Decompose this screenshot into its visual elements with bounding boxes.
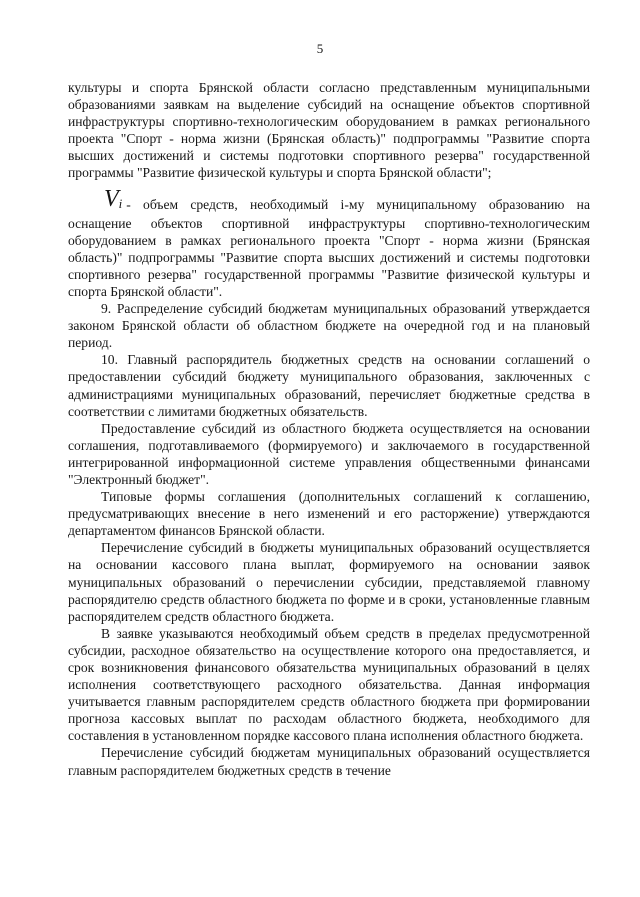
paragraph-agreement-forms: Типовые формы соглашения (дополнительных соглашений к соглашению, предусматривающих внесение в него изменений и его расторжение) утверждаются департаментом финансов Брянской области. (68, 489, 590, 539)
paragraph-item-9: 9. Распределение субсидий бюджетам муниципальных образований утверждается законом Брянской области об областном бюджете на очередной год и на плановый период. (68, 301, 590, 351)
paragraph-item-10: 10. Главный распорядитель бюджетных средств на основании соглашений о предоставлении субсидий бюджету муниципального образования, заключенных с администрациями муниципальных образований, перечисляет бюджетные средства в соответствии с лимитами бюджетных обязательств. (68, 352, 590, 419)
paragraph-application: В заявке указываются необходимый объем средств в пределах предусмотренной субсидии, расходное обязательство на осуществление которого она предоставляется, и срок возникновения финансового обязательства муниципальных образований в целях исполнения соответствующего расходного обязательства. Данная информация учитывается главным распорядителем средств областного бюджета при формировании прогноза кассовых выплат по расходам областного бюджета, необходимого для составления в установленном порядке кассового плана исполнения областного бюджета. (68, 625, 590, 744)
paragraph-transfer-term: Перечисление субсидий бюджетам муниципальных образований осуществляется главным распорядителем бюджетных средств в течение (68, 745, 590, 778)
formula-definition-text: оснащение объектов спортивной инфраструктуры спортивно-технологическим оборудованием в рамках регионального проекта "Спорт - норма жизни (Брянская область)" подпрограммы "Развитие спорта высших достижений и системы подготовки спортивного резерва" государственной программы "Развитие физической культуры и спорта Брянской области". (68, 215, 590, 299)
formula-definition-first-line: - объем средств, необходимый i-му муниципальному образованию на (126, 197, 590, 213)
formula-variable-letter: V (104, 185, 119, 212)
paragraph-continuation: культуры и спорта Брянской области согласно представленным муниципальными образованиями заявкам на выделение субсидий на оснащение объектов спортивной инфраструктуры спортивно-технологическим оборудованием в рамках регионального проекта "Спорт - норма жизни (Брянская область)" подпрограммы "Развитие спорта высших достижений и системы подготовки спортивного резерва" государственной программы "Развитие физической культуры и спорта Брянской области"; (68, 80, 590, 181)
page-number: 5 (316, 41, 324, 56)
formula-definition-line (68, 185, 590, 215)
paragraph-transfer-plan: Перечисление субсидий в бюджеты муниципальных образований осуществляется на основании кассового плана выплат, формируемого на основании заявок муниципальных образований о перечислении субсидии, представляемой главному распорядителю средств областного бюджета по форме и в сроки, установленные главным распорядителем средств областного бюджета. (68, 540, 590, 624)
formula-variable (104, 185, 123, 215)
paragraph-subsidy-provision: Предоставление субсидий из областного бюджета осуществляется на основании соглашения, подготавливаемого (формируемого) и заключаемого в государственной интегрированной информационной системе управления общественными финансами "Электронный бюджет". (68, 420, 590, 487)
document-body (68, 79, 590, 779)
formula-variable-subscript: i (118, 195, 123, 211)
